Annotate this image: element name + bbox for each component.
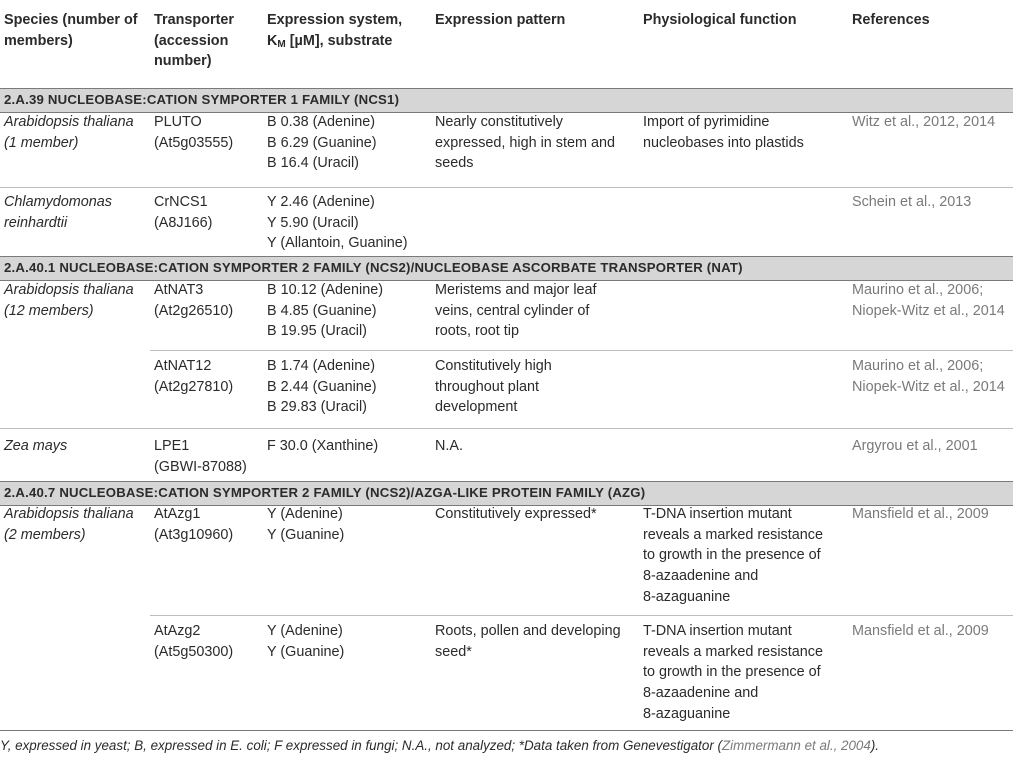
expression-system-cell-line: F 30.0 (Xanthine) — [267, 438, 379, 454]
references-cell-line: Maurino et al., 2006; — [852, 282, 984, 298]
physiological-function-cell — [643, 112, 804, 153]
physiological-function-cell-line: 8-azaguanine — [643, 705, 731, 722]
expression-system-cell-line: Y (Allantoin, Guanine) — [267, 235, 408, 252]
transporter-cell-line: PLUTO — [154, 114, 202, 130]
physiological-function-cell-line: Import of pyrimidine — [643, 114, 770, 130]
species-cell — [4, 280, 134, 321]
physiological-function-cell — [643, 504, 823, 608]
expression-system-cell-line: B 19.95 (Uracil) — [267, 323, 367, 340]
species-cell-line: Chlamydomonas — [4, 194, 112, 210]
header-expression-system: Expression system, $K_M$ [µM], substrate — [267, 12, 403, 50]
transporter-cell-line: (A8J166) — [154, 214, 213, 231]
expression-pattern-cell-line: Meristems and major leaf — [435, 282, 597, 298]
references-cell-line: Mansfield et al., 2009 — [852, 506, 989, 522]
physiological-function-cell-line: nucleobases into plastids — [643, 134, 804, 151]
transporter-cell-line: CrNCS1 — [154, 194, 208, 210]
family-band: 2.A.40.7 NUCLEOBASE:CATION SYMPORTER 2 FAMILY (NCS2)/AZGA-LIKE PROTEIN FAMILY (AZG) — [0, 481, 1013, 506]
species-cell-line: Arabidopsis thaliana — [4, 506, 134, 522]
expression-pattern-cell — [435, 621, 621, 662]
species-cell-line: (1 member) — [4, 134, 79, 151]
expression-system-cell-line: B 0.38 (Adenine) — [267, 114, 376, 130]
species-cell — [4, 504, 134, 545]
references-cell-line: Schein et al., 2013 — [852, 194, 972, 210]
expression-system-cell-line: B 2.44 (Guanine) — [267, 378, 377, 395]
row-divider — [150, 350, 1013, 351]
transporter-cell — [154, 112, 233, 153]
expression-pattern-cell-line: seed* — [435, 643, 472, 660]
physiological-function-cell-line: to growth in the presence of — [643, 664, 821, 681]
expression-pattern-cell — [435, 436, 463, 457]
physiological-function-cell-line: T-DNA insertion mutant — [643, 506, 792, 522]
expression-system-cell-line: Y (Adenine) — [267, 623, 343, 639]
row-divider — [0, 187, 1013, 188]
expression-system-cell-line: B 1.74 (Adenine) — [267, 358, 376, 374]
header-expression-pattern: Expression pattern — [435, 12, 566, 28]
transporter-cell-line: (At3g10960) — [154, 526, 234, 543]
expression-system-cell-line: Y (Guanine) — [267, 526, 345, 543]
expression-system-cell — [267, 112, 377, 174]
expression-pattern-cell-line: Nearly constitutively — [435, 114, 563, 130]
species-cell — [4, 112, 134, 153]
physiological-function-cell-line: to growth in the presence of — [643, 547, 821, 564]
expression-system-cell — [267, 436, 378, 457]
expression-pattern-cell-line: throughout plant — [435, 378, 540, 395]
transporter-cell-line: LPE1 — [154, 438, 190, 454]
species-cell — [4, 436, 67, 457]
physiological-function-cell — [643, 621, 823, 725]
transporter-cell-line: AtNAT3 — [154, 282, 204, 298]
transporter-cell-line: (At2g26510) — [154, 302, 234, 319]
transporter-cell-line: (At2g27810) — [154, 378, 234, 395]
transporter-cell-line: AtNAT12 — [154, 358, 212, 374]
expression-pattern-cell-line: Constitutively high — [435, 358, 552, 374]
physiological-function-cell-line: reveals a marked resistance — [643, 526, 823, 543]
species-cell-line: (2 members) — [4, 526, 86, 543]
transporter-cell — [154, 280, 233, 321]
references-cell[interactable] — [852, 504, 989, 525]
expression-system-cell — [267, 504, 344, 545]
expression-system-cell-line: Y (Adenine) — [267, 506, 343, 522]
references-cell[interactable] — [852, 621, 989, 642]
references-cell-line: Maurino et al., 2006; — [852, 358, 984, 374]
expression-system-cell — [267, 356, 377, 418]
family-band: 2.A.40.1 NUCLEOBASE:CATION SYMPORTER 2 FAMILY (NCS2)/NUCLEOBASE ASCORBATE TRANSPORTER (NAT) — [0, 256, 1013, 281]
references-cell[interactable] — [852, 280, 1005, 321]
references-cell-line: Argyrou et al., 2001 — [852, 438, 978, 454]
expression-pattern-cell — [435, 280, 597, 342]
expression-pattern-cell-line: veins, central cylinder of — [435, 302, 590, 319]
species-cell-line: reinhardtii — [4, 214, 68, 231]
expression-pattern-cell — [435, 356, 552, 418]
references-cell-line: Niopek-Witz et al., 2014 — [852, 378, 1005, 395]
references-cell-line: Niopek-Witz et al., 2014 — [852, 302, 1005, 319]
expression-pattern-cell-line: Constitutively expressed* — [435, 506, 597, 522]
expression-pattern-cell-line: Roots, pollen and developing — [435, 623, 621, 639]
expression-system-cell-line: Y 2.46 (Adenine) — [267, 194, 375, 210]
family-band: 2.A.39 NUCLEOBASE:CATION SYMPORTER 1 FAMILY (NCS1) — [0, 88, 1013, 113]
references-cell[interactable] — [852, 112, 995, 133]
table-header — [0, 0, 1013, 80]
expression-system-cell-line: Y 5.90 (Uracil) — [267, 214, 359, 231]
transporter-cell — [154, 504, 233, 545]
expression-system-cell-line: B 6.29 (Guanine) — [267, 134, 377, 151]
transporter-cell-line: (At5g50300) — [154, 643, 234, 660]
expression-system-cell-line: Y (Guanine) — [267, 643, 345, 660]
expression-pattern-cell — [435, 112, 615, 174]
row-divider — [0, 428, 1013, 429]
footnote-citation-link[interactable]: Zimmermann et al., 2004 — [721, 738, 871, 753]
header-references: References — [852, 12, 930, 28]
physiological-function-cell-line: 8-azaadenine and — [643, 685, 759, 702]
physiological-function-cell-line: reveals a marked resistance — [643, 643, 823, 660]
expression-pattern-cell — [435, 504, 597, 525]
transporter-cell-line: AtAzg1 — [154, 506, 201, 522]
expression-pattern-cell-line: roots, root tip — [435, 323, 519, 340]
expression-pattern-cell-line: expressed, high in stem and — [435, 134, 615, 151]
expression-system-cell — [267, 280, 383, 342]
transporter-cell-line: (At5g03555) — [154, 134, 234, 151]
transporter-cell-line: AtAzg2 — [154, 623, 201, 639]
references-cell[interactable] — [852, 356, 1005, 397]
references-cell-line: Witz et al., 2012, 2014 — [852, 114, 996, 130]
physiological-function-cell-line: 8-azaguanine — [643, 588, 731, 605]
references-cell[interactable] — [852, 436, 978, 457]
expression-pattern-cell-line: seeds — [435, 155, 474, 172]
transporter-cell — [154, 621, 233, 662]
bottom-rule — [0, 730, 1013, 731]
expression-pattern-cell-line: development — [435, 399, 518, 416]
expression-system-cell-line: B 29.83 (Uracil) — [267, 399, 367, 416]
transporter-cell-line: (GBWI-87088) — [154, 458, 247, 475]
table-footnote: Y, expressed in yeast; B, expressed in E. coli; F expressed in fungi; N.A., not analyzed; *Data taken from Genevestigator (Zimmermann et al., 2004). — [0, 738, 880, 753]
physiological-function-cell-line: 8-azaadenine and — [643, 568, 759, 585]
species-cell-line: Arabidopsis thaliana — [4, 114, 134, 130]
row-divider — [150, 615, 1013, 616]
expression-system-cell — [267, 621, 344, 662]
species-cell-line: Arabidopsis thaliana — [4, 282, 134, 298]
physiological-function-cell-line: T-DNA insertion mutant — [643, 623, 792, 639]
header-physiological-function: Physiological function — [643, 12, 797, 28]
references-cell-line: Mansfield et al., 2009 — [852, 623, 989, 639]
species-cell-line: Zea mays — [4, 438, 68, 454]
expression-system-cell-line: B 10.12 (Adenine) — [267, 282, 384, 298]
references-cell[interactable] — [852, 192, 971, 213]
expression-pattern-cell-line: N.A. — [435, 438, 463, 454]
expression-system-cell — [267, 192, 408, 254]
transporter-cell — [154, 356, 233, 397]
header-transporter: Transporter (accession number) — [154, 12, 234, 70]
header-species: Species (number of members) — [4, 12, 138, 49]
species-cell-line: (12 members) — [4, 302, 94, 319]
transporter-cell — [154, 436, 247, 477]
expression-system-cell-line: B 4.85 (Guanine) — [267, 302, 377, 319]
expression-system-cell-line: B 16.4 (Uracil) — [267, 155, 359, 172]
transporter-cell — [154, 192, 212, 233]
species-cell — [4, 192, 112, 233]
